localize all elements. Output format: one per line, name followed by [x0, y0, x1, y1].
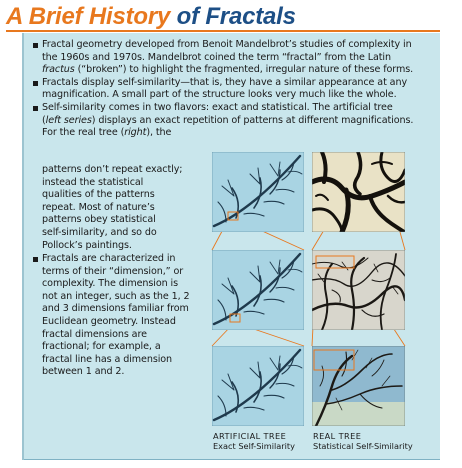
- title-part-1: A Brief History: [6, 3, 171, 30]
- real-tree-panel-1: [312, 152, 405, 232]
- caption-real-tree: REAL TREE Statistical Self-Similarity: [313, 431, 413, 451]
- caption-artificial-tree: ARTIFICIAL TREE Exact Self-Similarity: [213, 431, 295, 451]
- bullet-dimension: Fractals are characterized in terms of their “dimension,” or complexity. The dimension is not an integer, such as the 1, 2 and 3 dimensions familiar from Euclidean geometry. Instead fractal dimensions are fractional; for example, a fractal line has a dimension between 1 and 2.: [32, 253, 208, 379]
- artificial-tree-2-image: [212, 250, 304, 330]
- bullet-two-flavors: Self-similarity comes in two flavors: exact and statistical. The artificial tree (left series) displays an exact repetition of patterns at different magnifications. For the real tree (right), the: [32, 102, 436, 140]
- artificial-tree-panel-1: [212, 152, 304, 232]
- artificial-tree-1-image: [212, 152, 304, 232]
- real-tree-2-image: [312, 250, 405, 330]
- bullet-two-flavors-continued: patterns don’t repeat exactly; instead the statistical qualities of the patterns repeat. Most of nature’s patterns obey statistical self-similarity, and so do Pollock’s paintings.: [42, 164, 183, 251]
- artificial-tree-3-image: [212, 346, 304, 426]
- real-tree-panel-2: [312, 250, 405, 330]
- bullet-mandelbrot: Fractal geometry developed from Benoit Mandelbrot’s studies of complexity in the 1960s and 1970s. Mandelbrot coined the term “fractal” from the Latin fractus (“broken”) to highlight the fragmented, irregular nature of these forms.: [32, 39, 436, 77]
- real-tree-3-image: [312, 346, 405, 426]
- title-part-2: of Fractals: [170, 3, 296, 30]
- bullet-self-similarity: Fractals display self-similarity—that is, they have a similar appearance at any magnification. A small part of the structure looks very much like the whole.: [32, 77, 436, 102]
- real-tree-1-image: [312, 152, 405, 232]
- artificial-tree-panel-3: [212, 346, 304, 426]
- real-tree-panel-3: [312, 346, 405, 426]
- artificial-tree-panel-2: [212, 250, 304, 330]
